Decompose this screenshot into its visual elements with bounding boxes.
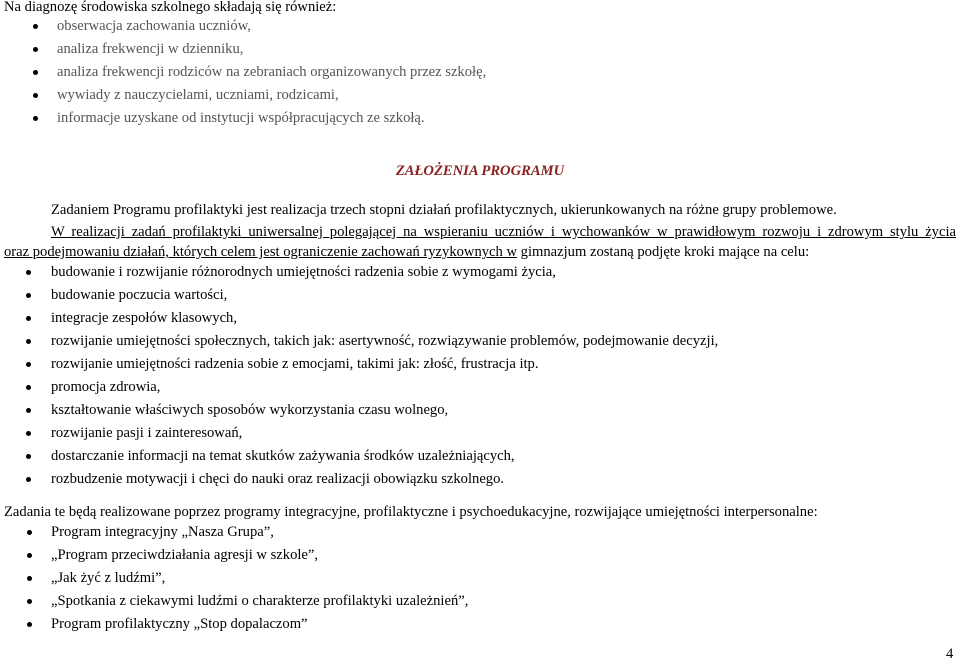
bullet-dot bbox=[27, 530, 32, 535]
bullet-dot bbox=[27, 622, 32, 627]
universal-paragraph-line2 bbox=[4, 243, 809, 261]
list-item: dostarczanie informacji na temat skutków zażywania środków uzależniających, bbox=[51, 448, 515, 464]
bullet-dot bbox=[26, 362, 31, 367]
list-item: analiza frekwencji w dzienniku, bbox=[57, 41, 244, 57]
list-item: integracje zespołów klasowych, bbox=[51, 310, 238, 326]
list-item: rozbudzenie motywacji i chęci do nauki oraz realizacji obowiązku szkolnego. bbox=[51, 471, 505, 487]
bullet-dot bbox=[27, 553, 32, 558]
list-item: informacje uzyskane od instytucji współpracujących ze szkołą. bbox=[57, 110, 425, 126]
bullet-dot bbox=[26, 431, 31, 436]
list-item: „Jak żyć z ludźmi”, bbox=[51, 570, 166, 586]
list-item: promocja zdrowia, bbox=[51, 379, 161, 395]
bullet-dot bbox=[27, 576, 32, 581]
bullet-dot bbox=[27, 599, 32, 604]
list-item: rozwijanie umiejętności społecznych, takich jak: asertywność, rozwiązywanie problemów, podejmowanie decyzji, bbox=[51, 333, 719, 349]
section-title: ZAŁOŻENIA PROGRAMU bbox=[395, 163, 565, 179]
programs-intro: Zadania te będą realizowane poprzez programy integracyjne, profilaktyczne i psychoedukacyjne, rozwijające umiejętności interpersonalne: bbox=[4, 504, 818, 520]
list-item: obserwacja zachowania uczniów, bbox=[57, 18, 251, 34]
bullet-dot bbox=[33, 70, 38, 75]
bullet-dot bbox=[33, 24, 38, 29]
underlined-text: oraz podejmowaniu działań, których celem jest ograniczenie zachowań ryzykownych w bbox=[4, 244, 518, 260]
diagnosis-intro: Na diagnozę środowiska szkolnego składają się również: bbox=[4, 0, 337, 15]
list-item: Program integracyjny „Nasza Grupa”, bbox=[51, 524, 274, 540]
bullet-dot bbox=[33, 116, 38, 121]
bullet-dot bbox=[33, 93, 38, 98]
list-item: wywiady z nauczycielami, uczniami, rodzicami, bbox=[57, 87, 339, 103]
bullet-dot bbox=[26, 408, 31, 413]
list-item: budowanie i rozwijanie różnorodnych umiejętności radzenia sobie z wymogami życia, bbox=[51, 264, 556, 280]
goal-paragraph: Zadaniem Programu profilaktyki jest realizacja trzech stopni działań profilaktycznych, ukierunkowanych na różne grupy problemowe. bbox=[51, 202, 837, 218]
list-item: „Spotkania z ciekawymi ludźmi o charakterze profilaktyki uzależnień”, bbox=[51, 593, 469, 609]
list-item: rozwijanie pasji i zainteresowań, bbox=[51, 425, 243, 441]
list-item: Program profilaktyczny „Stop dopalaczom” bbox=[51, 616, 308, 632]
list-item: budowanie poczucia wartości, bbox=[51, 287, 228, 303]
list-item: rozwijanie umiejętności radzenia sobie z emocjami, takimi jak: złość, frustracja itp. bbox=[51, 356, 539, 372]
bullet-dot bbox=[26, 293, 31, 298]
bullet-dot bbox=[26, 385, 31, 390]
bullet-dot bbox=[33, 47, 38, 52]
page-number: 4 bbox=[946, 646, 954, 662]
bullet-dot bbox=[26, 477, 31, 482]
list-item: „Program przeciwdziałania agresji w szkole”, bbox=[51, 547, 319, 563]
bullet-dot bbox=[26, 316, 31, 321]
bullet-dot bbox=[26, 270, 31, 275]
universal-paragraph-line1: W realizacji zadań profilaktyki uniwersalnej polegającej na wspieraniu uczniów i wychowanków w prawidłowym rozwoju i zdrowym stylu życia bbox=[51, 224, 956, 240]
list-item: analiza frekwencji rodziców na zebraniach organizowanych przez szkołę, bbox=[57, 64, 487, 80]
bullet-dot bbox=[26, 454, 31, 459]
bullet-dot bbox=[26, 339, 31, 344]
plain-text: gimnazjum zostaną podjęte kroki mające na celu: bbox=[517, 244, 810, 260]
list-item: kształtowanie właściwych sposobów wykorzystania czasu wolnego, bbox=[51, 402, 449, 418]
